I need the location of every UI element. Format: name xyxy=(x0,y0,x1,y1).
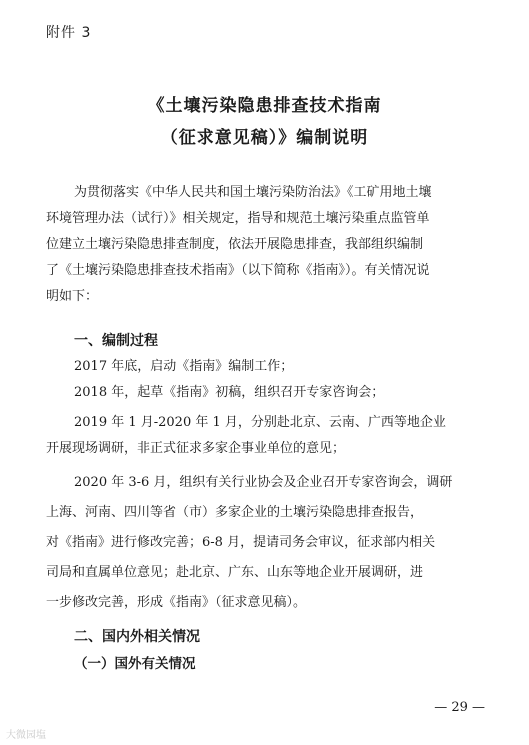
process-item: 2020 年 3-6 月，组织有关行业协会及企业召开专家咨询会，调研 xyxy=(74,475,453,490)
process-item-continuation: 司局和直属单位意见；赴北京、广东、山东等地企业开展调研，进 xyxy=(46,565,424,580)
process-item-continuation: 一步修改完善，形成《指南》（征求意见稿）。 xyxy=(46,595,307,610)
watermark: 大微园塩 xyxy=(6,730,46,741)
intro-line-5: 明如下： xyxy=(46,289,99,304)
process-item-continuation: 开展现场调研，非正式征求多家企事业单位的意见； xyxy=(46,441,346,456)
process-item: 2019 年 1 月-2020 年 1 月，分别赴北京、云南、广西等地企业 xyxy=(74,415,446,430)
document-title-line-2: （征求意见稿）》编制说明 xyxy=(160,128,369,148)
section-heading-compilation-process: 一、编制过程 xyxy=(74,333,158,349)
process-item: 2018 年，起草《指南》初稿，组织召开专家咨询会； xyxy=(74,385,385,400)
document-title-line-1: 《土壤污染隐患排查技术指南 xyxy=(147,96,382,116)
process-item-continuation: 对《指南》进行修改完善；6-8 月，提请司务会审议，征求部内相关 xyxy=(46,535,436,550)
intro-line-3: 位建立土壤污染隐患排查制度，依法开展隐患排查，我部组织编制 xyxy=(46,237,424,252)
process-item-continuation: 上海、河南、四川等省（市）多家企业的土壤污染隐患排查报告， xyxy=(46,505,424,520)
subsection-heading-foreign: （一）国外有关情况 xyxy=(74,656,196,672)
intro-line-4: 了《土壤污染隐患排查技术指南》（以下简称《指南》）。有关情况说 xyxy=(46,263,430,278)
intro-line-1: 为贯彻落实《中华人民共和国土壤污染防治法》《工矿用地土壤 xyxy=(74,185,432,200)
attachment-label: 附件 3 xyxy=(46,25,92,41)
intro-line-2: 环境管理办法（试行）》相关规定，指导和规范土壤污染重点监管单 xyxy=(46,211,430,226)
page-number: — 29 — xyxy=(434,700,485,715)
process-item: 2017 年底，启动《指南》编制工作； xyxy=(74,359,294,374)
section-heading-domestic-foreign: 二、国内外相关情况 xyxy=(74,629,200,645)
